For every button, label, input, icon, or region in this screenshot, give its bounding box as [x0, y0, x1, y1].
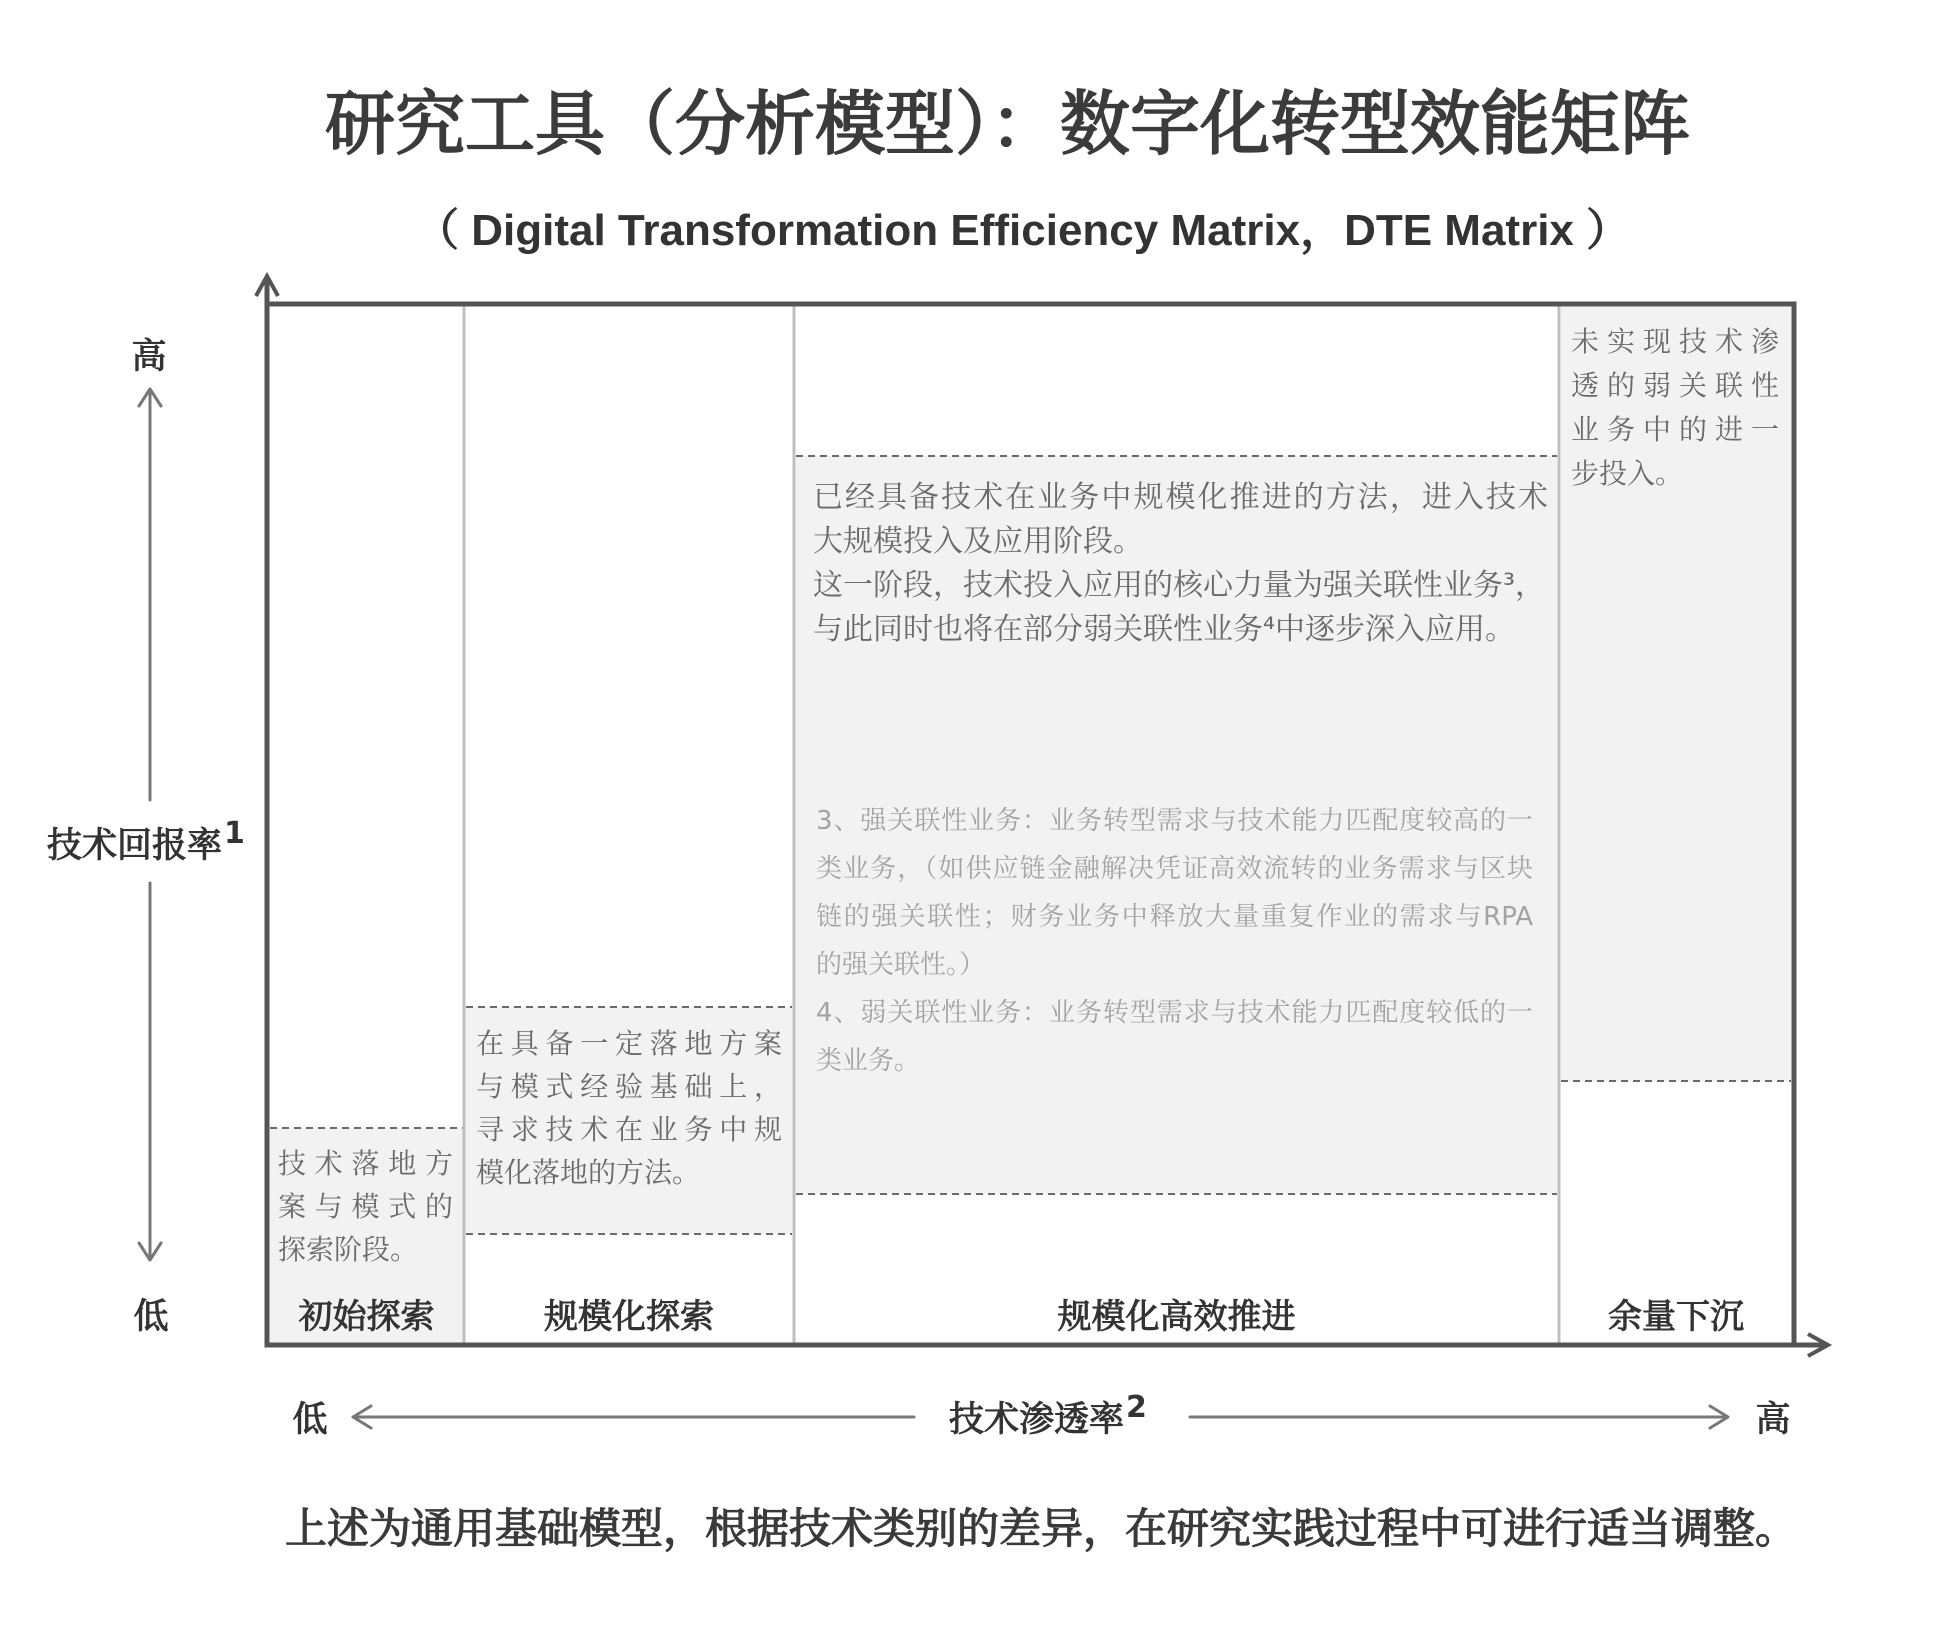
- description-line: 业务中的进一: [1571, 413, 1779, 446]
- x-axis-title-text: 技术渗透率: [949, 1400, 1125, 1440]
- stage-initial-exploration-description: [278, 1142, 453, 1271]
- stage-label-residual-sinking: 余量下沉: [1608, 1297, 1744, 1337]
- page-title: 研究工具（分析模型）：数字化转型效能矩阵: [325, 83, 1690, 165]
- footnote-line: 类业务。: [816, 1046, 921, 1076]
- page-subtitle: （ Digital Transformation Efficiency Matrix，DTE Matrix ）: [415, 206, 1631, 255]
- x-axis-title: [949, 1390, 1147, 1440]
- description-line: 案与模式的: [278, 1190, 453, 1223]
- stage-scaled-efficient-advance-description: [813, 476, 1548, 652]
- description-line: 模化落地的方法。: [476, 1156, 701, 1189]
- description-line: 技术落地方: [278, 1147, 453, 1180]
- y-axis-title: [47, 816, 245, 866]
- stage-scaled-exploration-description: [476, 1022, 782, 1194]
- description-line: 大规模投入及应用阶段。: [813, 524, 1143, 559]
- description-line: 未实现技术渗: [1571, 325, 1779, 358]
- description-line: 已经具备技术在业务中规模化推进的方法，进入技术: [813, 480, 1548, 515]
- x-axis-high-label: 高: [1755, 1400, 1791, 1440]
- stage-residual-sinking-description: [1571, 320, 1779, 496]
- footnote-line: 的强关联性。）: [816, 950, 986, 980]
- stage-scaled-efficient-advance-footnotes: [816, 797, 1533, 1085]
- stage-label-scaled-exploration: 规模化探索: [544, 1297, 714, 1337]
- description-line: 在具备一定落地方案: [476, 1027, 782, 1060]
- stage-label-scaled-efficient-advance: 规模化高效推进: [1057, 1297, 1296, 1337]
- footnote-line: 链的强关联性；财务业务中释放大量重复作业的需求与RPA: [816, 902, 1533, 932]
- description-line: 探索阶段。: [278, 1233, 419, 1266]
- description-line: 与模式经验基础上，: [476, 1070, 782, 1103]
- description-line: 透的弱关联性: [1571, 369, 1779, 402]
- description-line: 寻求技术在业务中规: [476, 1113, 782, 1146]
- y-axis-title-text: 技术回报率: [47, 826, 223, 866]
- x-axis-footnote-mark: 2: [1126, 1390, 1147, 1425]
- description-line: 步投入。: [1571, 457, 1684, 490]
- y-axis-high-label: 高: [131, 337, 167, 377]
- y-axis-low-label: 低: [133, 1297, 169, 1337]
- y-axis-footnote-mark: 1: [224, 816, 245, 851]
- x-axis-low-label: 低: [292, 1400, 328, 1440]
- description-line: 与此同时也将在部分弱关联性业务⁴中逐步深入应用。: [813, 612, 1516, 647]
- stage-label-initial-exploration: 初始探索: [298, 1297, 435, 1337]
- footnote-line: 4、弱关联性业务：业务转型需求与技术能力匹配度较低的一: [816, 998, 1533, 1028]
- description-line: 这一阶段，技术投入应用的核心力量为强关联性业务³，: [813, 568, 1546, 603]
- bottom-note: 上述为通用基础模型，根据技术类别的差异，在研究实践过程中可进行适当调整。: [285, 1504, 1798, 1553]
- footnote-line: 3、强关联性业务：业务转型需求与技术能力匹配度较高的一: [816, 806, 1533, 836]
- footnote-line: 类业务，（如供应链金融解决凭证高效流转的业务需求与区块: [816, 854, 1533, 884]
